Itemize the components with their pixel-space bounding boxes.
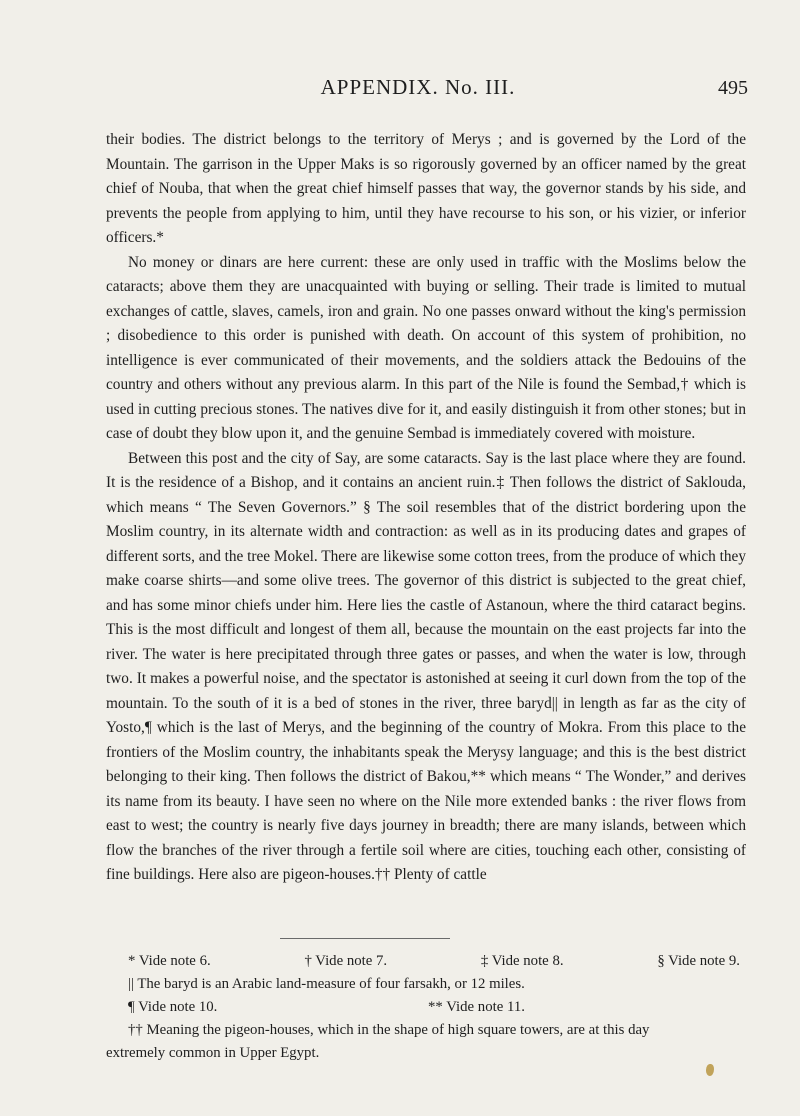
footnote-baryd: || The baryd is an Arabic land-measure of four farsakh, or 12 miles. bbox=[128, 976, 525, 992]
footnote-double-star: ** Vide note 11. bbox=[428, 999, 525, 1015]
footnote-double-dagger: ‡ Vide note 8. bbox=[480, 953, 564, 969]
ink-stain bbox=[706, 1064, 714, 1076]
footnote-row-1 bbox=[106, 950, 746, 973]
paragraph-2: No money or dinars are here current: these are only used in traffic with the Moslims below the cataracts; above them they are unacquainted with buying or selling. Their trade is limited to mutual exchanges of cattle, slaves, camels, iron and grain. No one passes onward without the king's permission ; disobedience to this order is punished with death. On account of this system of prohibition, no intelligence is ever communicated of their movements, and the soldiers attack the Bedouins of the country and others without any previous alarm. In this part of the Nile is found the Sembad,† which is used in cutting precious stones. The natives dive for it, and easily distinguish it from other stones; but in case of doubt they blow upon it, and the genuine Sembad is immediately covered with moisture. bbox=[106, 253, 746, 442]
main-text bbox=[106, 128, 746, 888]
footnotes bbox=[106, 950, 746, 1065]
footnote-dagger: † Vide note 7. bbox=[304, 953, 388, 969]
running-title: APPENDIX. No. III. bbox=[320, 75, 516, 99]
footnote-divider bbox=[280, 938, 450, 939]
page-number: 495 bbox=[718, 77, 748, 99]
footnote-star: * Vide note 6. bbox=[128, 953, 211, 969]
running-header bbox=[88, 75, 748, 107]
paragraph-3: Between this post and the city of Say, are some cataracts. Say is the last place where they are found. It is the residence of a Bishop, and it contains an ancient ruin.‡ Then follows the district of Saklouda, which means “ The Seven Governors.” § The soil resembles that of the district bordering upon the Moslim country, in its alternate width and contraction: as well as in its producing dates and grapes of different sorts, and the tree Mokel. There are likewise some cotton trees, from the produce of which they make coarse shirts—and some olive trees. The governor of this district is subjected to the great chief, and has some minor chiefs under him. Here lies the castle of Astanoun, where the third cataract begins. This is the most difficult and longest of them all, because the mountain on the east projects far into the river. The water is here precipitated through three gates or passes, and when the water is low, through two. It makes a powerful noise, and the spectator is astonished at seeing it curl down from the top of the mountain. To the south of it is a bed of stones in the river, three baryd|| in length as far as the city of Yosto,¶ which is the last of Merys, and the beginning of the country of Mokra. From this place to the frontiers of the Moslim country, the inhabitants speak the Merysy language; and this is the best district belonging to their king. Then follows the district of Bakou,** which means “ The Wonder,” and derives its name from its beauty. I have seen no where on the Nile more extended banks : the river flows from east to west; the country is nearly five days journey in breadth; there are many islands, between which flow the branches of the river through a fertile soil where are cities, touching each other, consisting of fine buildings. Here also are pigeon-houses.†† Plenty of cattle bbox=[106, 449, 746, 883]
footnote-pigeon-houses-continued: extremely common in Upper Egypt. bbox=[106, 1045, 320, 1061]
footnote-pilcrow: ¶ Vide note 10. bbox=[128, 999, 218, 1015]
footnote-pigeon-houses: †† Meaning the pigeon-houses, which in the shape of high square towers, are at this day bbox=[128, 1022, 650, 1038]
footnote-row-3 bbox=[106, 996, 746, 1019]
footnote-section: § Vide note 9. bbox=[657, 953, 740, 969]
paragraph-1: their bodies. The district belongs to the territory of Merys ; and is governed by the Lord of the Mountain. The garrison in the Upper Maks is so rigorously governed by an officer named by the great chief of Nouba, that when the great chief himself passes that way, the governor stands by his side, and prevents the people from applying to him, until they have recourse to his son, or his vizier, or inferior officers.* bbox=[106, 131, 746, 246]
